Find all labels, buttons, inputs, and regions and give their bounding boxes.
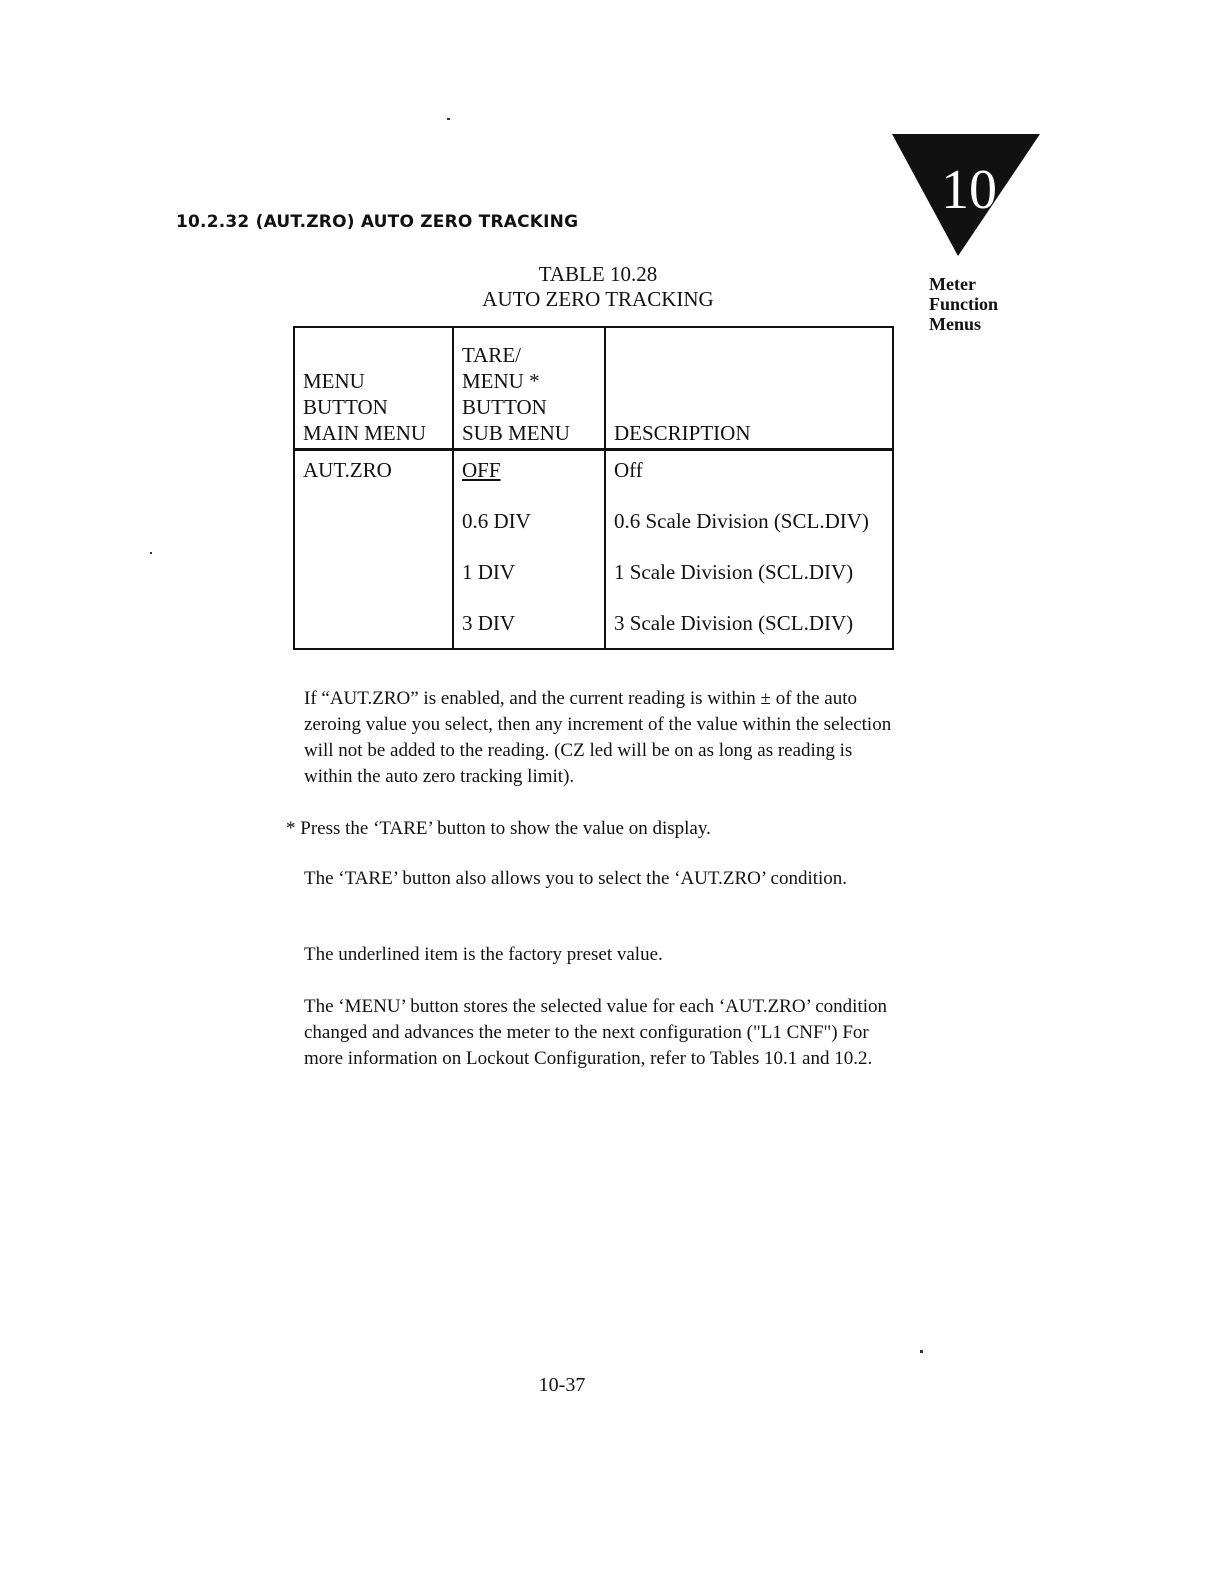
- section-number: 10.2.32: [176, 212, 250, 232]
- section-title: AUTO ZERO TRACKING: [360, 212, 579, 232]
- scan-speck: [150, 552, 152, 554]
- table-caption-title: AUTO ZERO TRACKING: [482, 287, 714, 311]
- sub-menu-cell: [453, 450, 605, 650]
- table-header-row: [294, 327, 893, 450]
- scan-speck: [447, 118, 450, 120]
- tare-note-paragraph: The ‘TARE’ button also allows you to select the ‘AUT.ZRO’ condition.: [304, 868, 848, 889]
- sub-menu-option: 0.6 DIV: [462, 509, 531, 533]
- section-heading: [176, 212, 578, 232]
- header-description: DESCRIPTION: [605, 327, 893, 450]
- scan-speck: [920, 1350, 923, 1353]
- chapter-tab-triangle-icon: [892, 134, 1040, 256]
- description-text: 3 Scale Division (SCL.DIV): [614, 611, 854, 635]
- tare-footnote: * Press the ‘TARE’ button to show the value on display.: [286, 818, 711, 839]
- table-caption: [448, 262, 748, 312]
- menu-note-paragraph: The ‘MENU’ button stores the selected value for each ‘AUT.ZRO’ condition changed and advances the meter to the next configuration ("L1 CNF") For more information on Lockout Configuration, refer to Tables 10.1 and 10.2.: [304, 996, 888, 1069]
- table-caption-number: TABLE 10.28: [538, 262, 658, 286]
- auto-zero-table: [293, 326, 894, 650]
- enabled-note-paragraph: If “AUT.ZRO” is enabled, and the current reading is within ± of the auto zeroing value you select, then any increment of the value within the selection will not be added to the reading. (CZ led will be on as long as reading is within the auto zero tracking limit).: [304, 688, 892, 787]
- sub-menu-option-factory-preset: OFF: [462, 458, 501, 482]
- table-row: [294, 450, 893, 650]
- description-cell: [605, 450, 893, 650]
- chapter-number: 10: [941, 159, 997, 221]
- description-text: 0.6 Scale Division (SCL.DIV): [614, 509, 869, 533]
- header-sub-menu: TARE/ MENU * BUTTON SUB MENU: [453, 327, 605, 450]
- main-menu-cell: AUT.ZRO: [294, 450, 453, 650]
- chapter-side-label: Meter Function Menus: [929, 274, 999, 334]
- page-number: 10-37: [538, 1374, 586, 1396]
- header-main-menu: MENU BUTTON MAIN MENU: [294, 327, 453, 450]
- description-text: Off: [614, 458, 643, 482]
- sub-menu-option: 3 DIV: [462, 611, 516, 635]
- description-text: 1 Scale Division (SCL.DIV): [614, 560, 854, 584]
- section-code: (AUT.ZRO): [255, 212, 355, 232]
- underline-note-paragraph: The underlined item is the factory preset value.: [304, 944, 663, 965]
- sub-menu-option: 1 DIV: [462, 560, 516, 584]
